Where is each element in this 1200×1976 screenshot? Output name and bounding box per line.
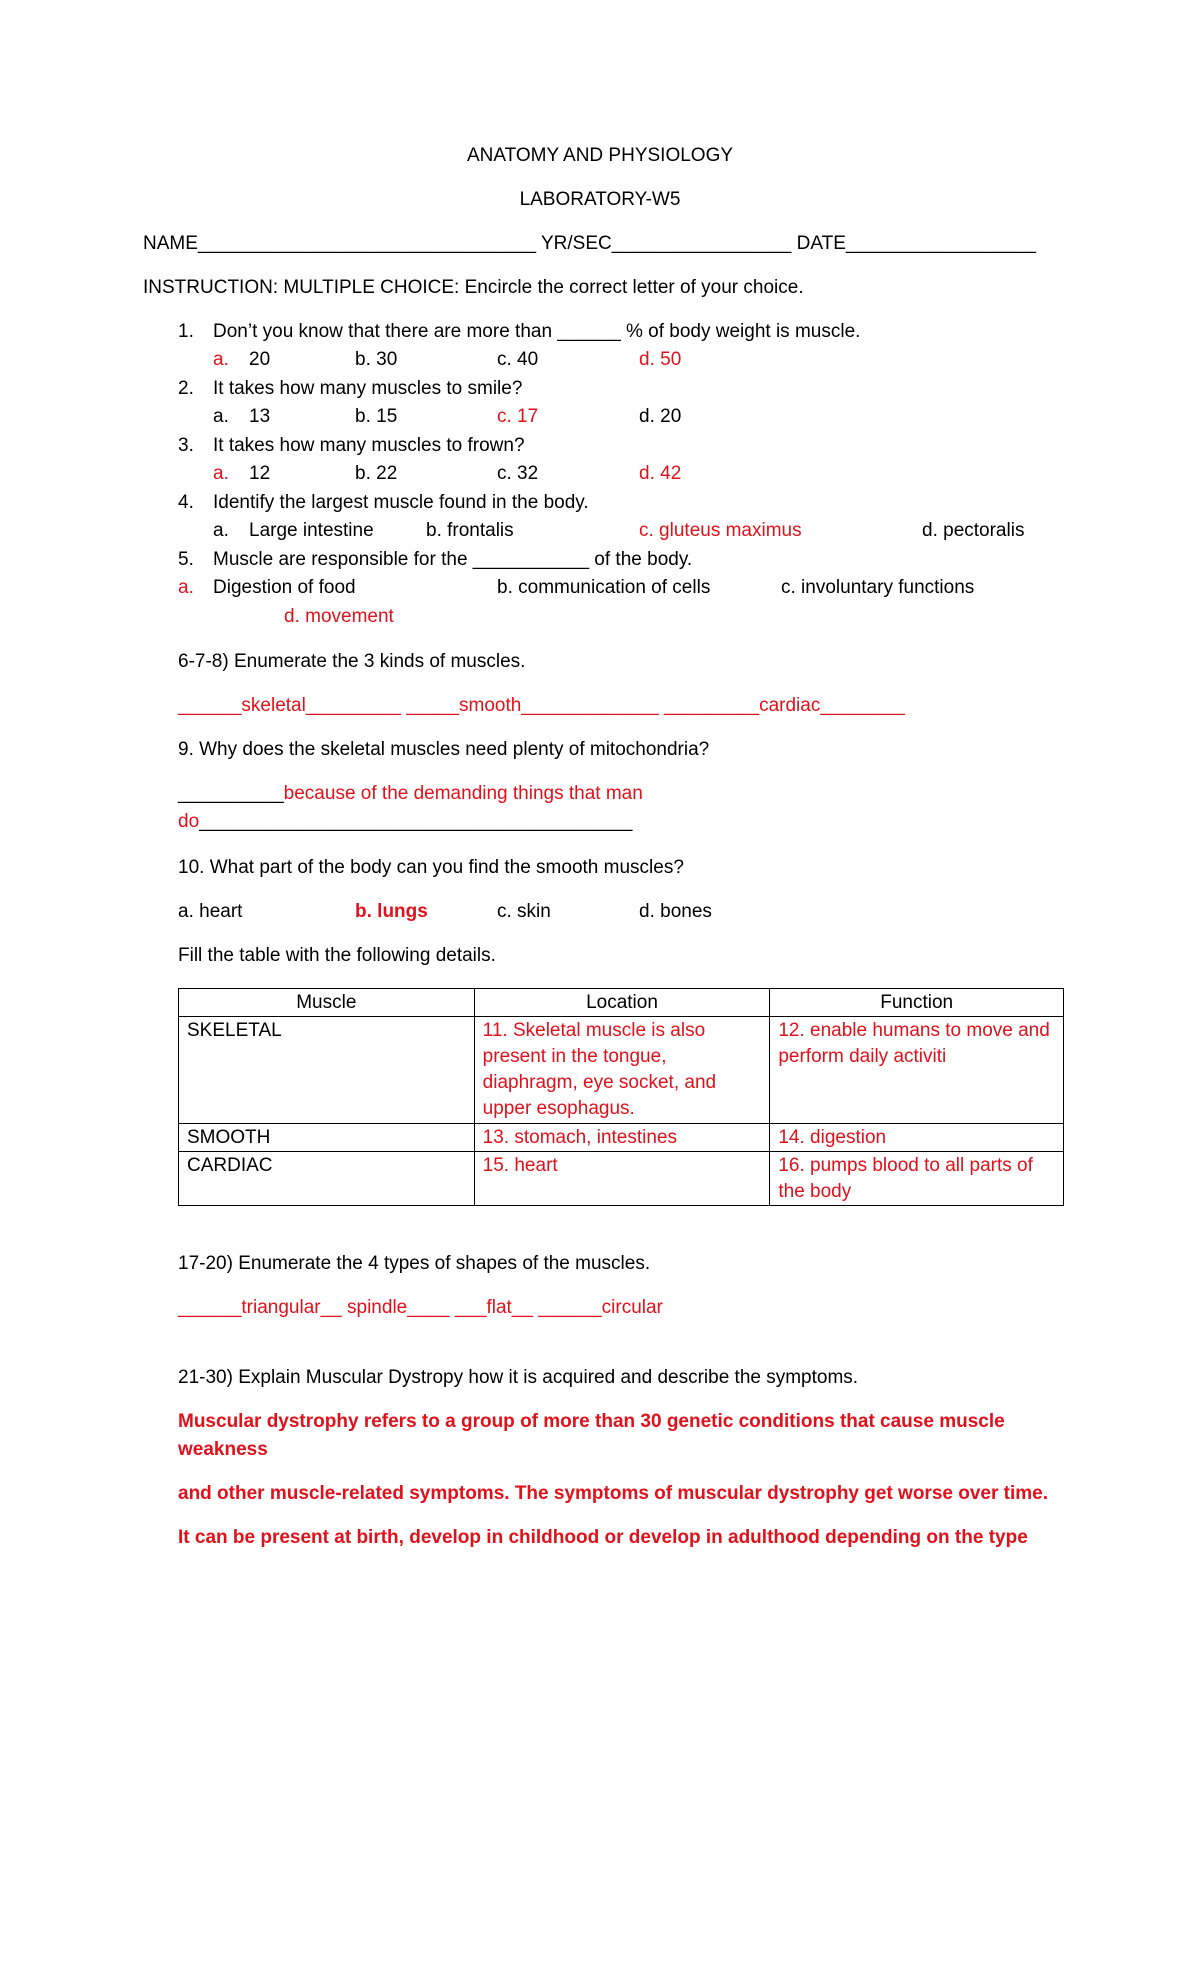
option-letter: a.: [213, 406, 229, 427]
column-header: Muscle: [179, 989, 475, 1017]
table-row: [179, 1152, 1064, 1206]
table-header-row: [179, 989, 1064, 1017]
question-number: 3.: [178, 435, 194, 456]
option-b: b. 15: [355, 406, 398, 427]
option-a: 20: [249, 349, 271, 370]
blank-underline: _________________________________________: [199, 811, 633, 832]
doc-subtitle: LABORATORY-W5: [519, 189, 681, 210]
answer-text: and other muscle-related symptoms. The symptoms of muscular dystrophy get worse over time.: [178, 1483, 1049, 1504]
option-c: c. 32: [497, 463, 539, 484]
option-letter: a.: [213, 463, 229, 484]
question-prompt: 9. Why does the skeletal muscles need plenty of mitochondria?: [178, 739, 710, 760]
answer-text: It can be present at birth, develop in childhood or develop in adulthood depending on the type: [178, 1527, 1028, 1548]
option-a: 13: [249, 406, 271, 427]
answer-text: do: [178, 811, 200, 832]
option-c: c. involuntary functions: [781, 577, 975, 598]
question-text: Don’t you know that there are more than ______ % of body weight is muscle.: [213, 321, 861, 342]
option-c: c. 40: [497, 349, 539, 370]
instruction-text: INSTRUCTION: MULTIPLE CHOICE: Encircle the correct letter of your choice.: [143, 277, 804, 298]
doc-title: ANATOMY AND PHYSIOLOGY: [466, 145, 734, 166]
option-letter: a.: [213, 520, 229, 541]
column-header: Function: [770, 989, 1064, 1017]
option-d: d. bones: [639, 901, 712, 922]
option-b: b. communication of cells: [497, 577, 711, 598]
table-row: [179, 1017, 1064, 1124]
option-d-answer: d. 50: [639, 349, 682, 370]
question-prompt: 6-7-8) Enumerate the 3 kinds of muscles.: [178, 651, 526, 672]
question-number: 5.: [178, 549, 194, 570]
option-c-answer: c. gluteus maximus: [639, 520, 802, 541]
table-row: [179, 1124, 1064, 1152]
option-d-answer: d. movement: [284, 606, 394, 627]
answer-text: Muscular dystrophy refers to a group of more than 30 genetic conditions that cause muscle: [178, 1411, 1005, 1432]
option-b: b. 22: [355, 463, 398, 484]
answer-line: [178, 782, 643, 806]
location-cell: 15. heart: [474, 1152, 770, 1206]
answer-text: weakness: [178, 1439, 268, 1460]
question-number: 2.: [178, 378, 194, 399]
answer-line: ______skeletal_________ _____smooth_____________ _________cardiac________: [178, 695, 905, 716]
question-text: Identify the largest muscle found in the body.: [213, 492, 589, 513]
option-letter: a.: [178, 577, 194, 598]
question-text: Muscle are responsible for the ___________ of the body.: [213, 549, 693, 570]
muscle-cell: CARDIAC: [179, 1152, 475, 1206]
option-d: d. pectoralis: [922, 520, 1025, 541]
function-cell: 12. enable humans to move and perform daily activiti: [770, 1017, 1064, 1124]
option-b: b. frontalis: [426, 520, 514, 541]
function-cell: 16. pumps blood to all parts of the body: [770, 1152, 1064, 1206]
answer-line: ______triangular__ spindle____ ___flat__ ______circular: [178, 1297, 663, 1318]
option-d-answer: d. 42: [639, 463, 682, 484]
name-yrsec-date-line: NAME________________________________ YR/SEC_________________ DATE__________________: [143, 233, 1037, 254]
option-a: 12: [249, 463, 271, 484]
option-c-answer: c. 17: [497, 406, 539, 427]
muscle-table: [178, 988, 1064, 1206]
option-a: Digestion of food: [213, 577, 356, 598]
blank-underline: __________: [178, 783, 284, 804]
option-letter: a.: [213, 349, 229, 370]
option-c: c. skin: [497, 901, 551, 922]
location-cell: 11. Skeletal muscle is also present in the tongue, diaphragm, eye socket, and upper esophagus.: [474, 1017, 770, 1124]
question-prompt: 21-30) Explain Muscular Dystropy how it is acquired and describe the symptoms.: [178, 1367, 859, 1388]
question-number: 4.: [178, 492, 194, 513]
muscle-cell: SKELETAL: [179, 1017, 475, 1124]
table-intro: Fill the table with the following details.: [178, 945, 496, 966]
option-d: d. 20: [639, 406, 682, 427]
option-b-answer: b. lungs: [355, 901, 428, 922]
question-prompt: 10. What part of the body can you find the smooth muscles?: [178, 857, 684, 878]
answer-text: because of the demanding things that man: [283, 783, 643, 804]
location-cell: 13. stomach, intestines: [474, 1124, 770, 1152]
option-a: a. heart: [178, 901, 243, 922]
question-number: 1.: [178, 321, 194, 342]
question-text: It takes how many muscles to frown?: [213, 435, 525, 456]
option-a: Large intestine: [249, 520, 374, 541]
option-b: b. 30: [355, 349, 398, 370]
column-header: Location: [474, 989, 770, 1017]
question-prompt: 17-20) Enumerate the 4 types of shapes of the muscles.: [178, 1253, 651, 1274]
function-cell: 14. digestion: [770, 1124, 1064, 1152]
question-text: It takes how many muscles to smile?: [213, 378, 523, 399]
answer-line: [178, 810, 632, 834]
muscle-cell: SMOOTH: [179, 1124, 475, 1152]
